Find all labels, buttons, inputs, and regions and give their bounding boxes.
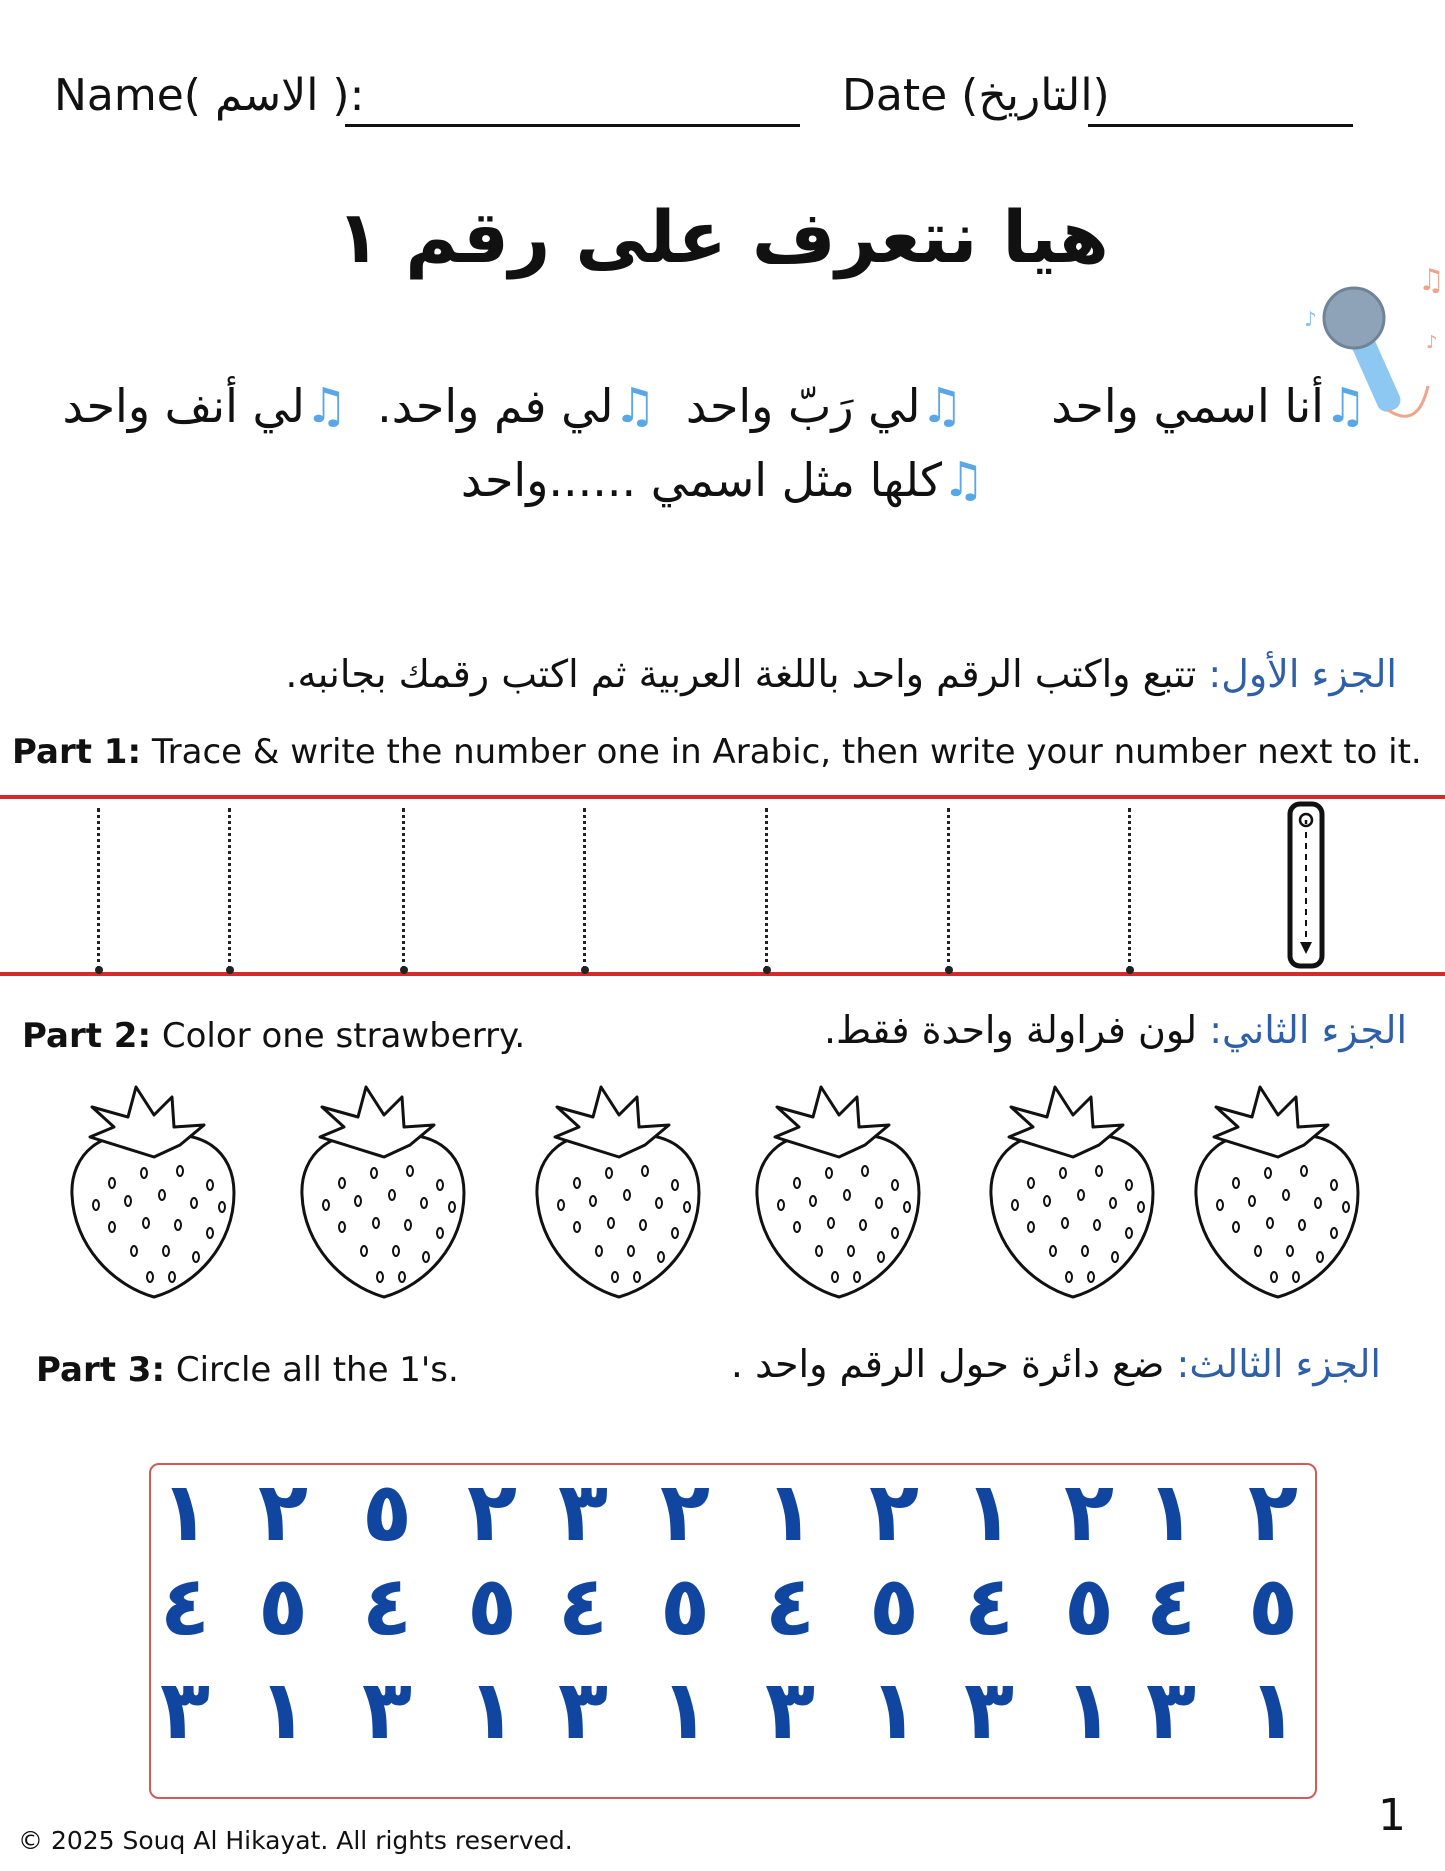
part3-arabic-text: ضع دائرة حول الرقم واحد . (730, 1342, 1177, 1386)
grid-digit[interactable]: ٣ (557, 1663, 609, 1758)
bottom-guide-line (0, 972, 1445, 976)
trace-dot (581, 966, 589, 974)
grid-digit[interactable]: ٣ (963, 1663, 1015, 1758)
grid-digit[interactable]: ٤ (361, 1559, 413, 1654)
part1-english-label: Part 1: (12, 732, 142, 772)
trace-model-digit-one (1286, 800, 1326, 970)
date-field[interactable] (1088, 124, 1353, 127)
song-segment (377, 379, 656, 433)
svg-text:♪: ♪ (1304, 307, 1317, 331)
part1-arabic-label: الجزء الأول: (1208, 652, 1397, 696)
song-segment (62, 379, 347, 433)
grid-digit[interactable]: ١ (257, 1663, 309, 1758)
trace-column (1128, 808, 1131, 970)
grid-digit[interactable]: ١ (466, 1663, 518, 1758)
trace-dot (95, 966, 103, 974)
grid-digit[interactable]: ١ (1247, 1663, 1299, 1758)
grid-digit[interactable]: ٤ (1145, 1559, 1197, 1654)
part2-arabic-instruction (824, 1008, 1407, 1052)
part2-arabic-label: الجزء الثاني: (1209, 1008, 1407, 1052)
strawberry[interactable] (62, 1085, 242, 1305)
strawberry[interactable] (292, 1085, 472, 1305)
music-note-icon: ♫ (613, 378, 657, 434)
grid-digit[interactable]: ٤ (159, 1559, 211, 1654)
name-field[interactable] (345, 124, 800, 127)
strawberry[interactable] (747, 1085, 927, 1305)
grid-digit[interactable]: ٣ (764, 1663, 816, 1758)
grid-digit[interactable]: ١ (1145, 1465, 1197, 1560)
page-number: 1 (1378, 1790, 1406, 1841)
part2-english-instruction (22, 1016, 525, 1056)
music-note-icon: ♫ (1323, 378, 1367, 434)
grid-digit[interactable]: ٣ (159, 1663, 211, 1758)
song-segment (686, 379, 964, 433)
name-label: Name( الاسم ): (54, 70, 365, 121)
trace-dot (226, 966, 234, 974)
grid-digit[interactable]: ١ (1063, 1663, 1115, 1758)
trace-column (97, 808, 100, 970)
strawberry[interactable] (1186, 1085, 1366, 1305)
trace-column (765, 808, 768, 970)
song-text: أنا اسمي واحد (1051, 379, 1324, 433)
grid-digit[interactable]: ٥ (868, 1559, 920, 1654)
song-segment (1051, 379, 1367, 433)
song-text: لي رَبّ واحد (685, 379, 921, 433)
song-line-1 (62, 378, 1367, 434)
date-label: Date (التاريخ) (842, 70, 1110, 121)
strawberry[interactable] (527, 1085, 707, 1305)
song-text: كلها مثل اسمي ......واحد (460, 453, 942, 507)
part1-english-text: Trace & write the number one in Arabic, then write your number next to it. (141, 732, 1422, 772)
part3-english-text: Circle all the 1's. (165, 1350, 459, 1390)
grid-digit[interactable]: ٥ (361, 1465, 413, 1560)
trace-column (947, 808, 950, 970)
grid-digit[interactable]: ٢ (659, 1465, 711, 1560)
grid-digit[interactable]: ٣ (1145, 1663, 1197, 1758)
grid-digit[interactable]: ٤ (963, 1559, 1015, 1654)
part2-english-text: Color one strawberry. (151, 1016, 526, 1056)
song-text: لي أنف واحد (62, 379, 305, 433)
part1-arabic-instruction (285, 652, 1397, 696)
grid-digit[interactable]: ٤ (764, 1559, 816, 1654)
grid-digit[interactable]: ٥ (1247, 1559, 1299, 1654)
svg-text:♪: ♪ (1426, 332, 1438, 353)
grid-digit[interactable]: ١ (659, 1663, 711, 1758)
part2-arabic-text: لون فراولة واحدة فقط. (823, 1008, 1210, 1052)
svg-text:♫: ♫ (1418, 263, 1445, 298)
part1-arabic-text: تتبع واكتب الرقم واحد باللغة العربية ثم اكتب رقمك بجانبه. (285, 652, 1209, 696)
part3-english-label: Part 3: (36, 1350, 166, 1390)
grid-digit[interactable]: ٢ (1063, 1465, 1115, 1560)
grid-digit[interactable]: ٥ (1063, 1559, 1115, 1654)
part2-english-label: Part 2: (22, 1016, 152, 1056)
part3-arabic-instruction (731, 1342, 1381, 1386)
trace-dot (763, 966, 771, 974)
grid-digit[interactable]: ٥ (257, 1559, 309, 1654)
part3-english-instruction (36, 1350, 459, 1390)
part3-arabic-label: الجزء الثالث: (1176, 1342, 1381, 1386)
grid-digit[interactable]: ٥ (466, 1559, 518, 1654)
grid-digit[interactable]: ٢ (1247, 1465, 1299, 1560)
strawberry[interactable] (981, 1085, 1161, 1305)
song-text: لي فم واحد. (377, 379, 614, 433)
trace-dot (1126, 966, 1134, 974)
trace-dot (400, 966, 408, 974)
trace-column (228, 808, 231, 970)
song-line-2 (461, 452, 985, 508)
grid-digit[interactable]: ٣ (557, 1465, 609, 1560)
grid-digit[interactable]: ٣ (361, 1663, 413, 1758)
grid-digit[interactable]: ١ (159, 1465, 211, 1560)
grid-digit[interactable]: ١ (963, 1465, 1015, 1560)
grid-digit[interactable]: ٤ (557, 1559, 609, 1654)
grid-digit[interactable]: ٢ (868, 1465, 920, 1560)
grid-digit[interactable]: ١ (764, 1465, 816, 1560)
trace-dot (945, 966, 953, 974)
music-note-icon: ♫ (941, 452, 985, 508)
grid-digit[interactable]: ٢ (466, 1465, 518, 1560)
part1-english-instruction (12, 732, 1422, 772)
trace-column (402, 808, 405, 970)
grid-digit[interactable]: ٢ (257, 1465, 309, 1560)
music-note-icon: ♫ (920, 378, 964, 434)
trace-column (583, 808, 586, 970)
grid-digit[interactable]: ١ (868, 1663, 920, 1758)
top-guide-line (0, 795, 1445, 799)
grid-digit[interactable]: ٥ (659, 1559, 711, 1654)
music-note-icon: ♫ (304, 378, 348, 434)
copyright: © 2025 Souq Al Hikayat. All rights reserved. (18, 1826, 573, 1855)
page-title: هيا نتعرف على رقم ١ (336, 195, 1109, 279)
